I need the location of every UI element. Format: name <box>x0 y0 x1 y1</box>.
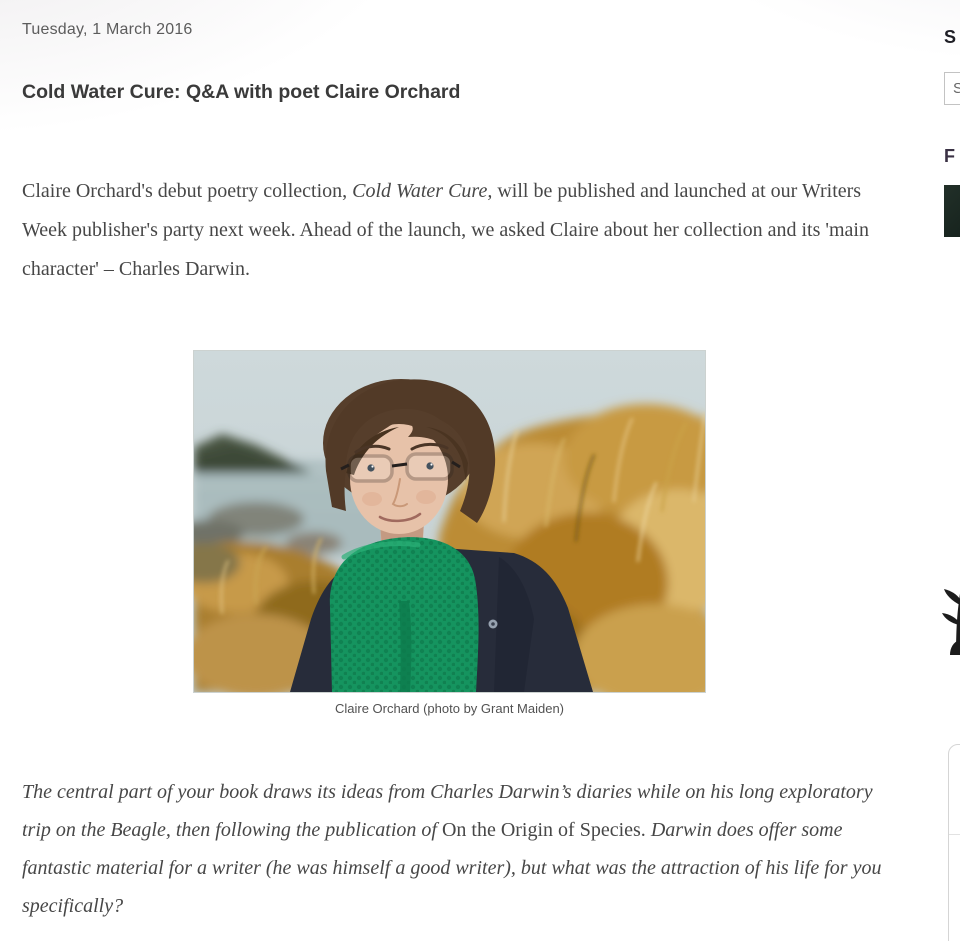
botanical-silhouette-icon <box>942 581 960 655</box>
follow-widget-image[interactable] <box>944 185 960 237</box>
search-heading: S <box>944 27 957 47</box>
post-photo[interactable] <box>194 351 705 692</box>
question-italic-pre: The central part of your book draws its ideas from Charles Darwin’s diaries while on his long exploratory trip on the Beagle, then following the publication of <box>22 781 873 841</box>
post-date: Tuesday, 1 March 2016 <box>22 21 193 38</box>
photo-caption: Claire Orchard (photo by Grant Maiden) <box>334 701 565 716</box>
question-book-title: On the Origin of Species. <box>441 819 651 841</box>
search-input[interactable] <box>944 72 960 105</box>
intro-text-pre: Claire Orchard's debut poetry collection, <box>22 180 353 202</box>
intro-text-post: will be published and launched at our Writers Week publisher's party next week. Ahead of the launch, we asked Claire about her collection and its 'main character' – Charles Darwin. <box>22 180 869 280</box>
follow-heading: F <box>944 146 955 166</box>
post-intro <box>22 172 894 289</box>
post-title: Cold Water Cure: Q&A with poet Claire Orchard <box>22 81 461 103</box>
interview-question <box>22 773 894 925</box>
sidebar-widget-box <box>948 744 960 941</box>
widget-divider <box>949 745 960 835</box>
book-title-emphasis: Cold Water Cure, <box>352 180 493 202</box>
question-italic-post: Darwin does offer some fantastic material for a writer (he was himself a good writer), but what was the attraction of his life for you specifically? <box>22 819 882 917</box>
post-figure <box>194 351 705 716</box>
